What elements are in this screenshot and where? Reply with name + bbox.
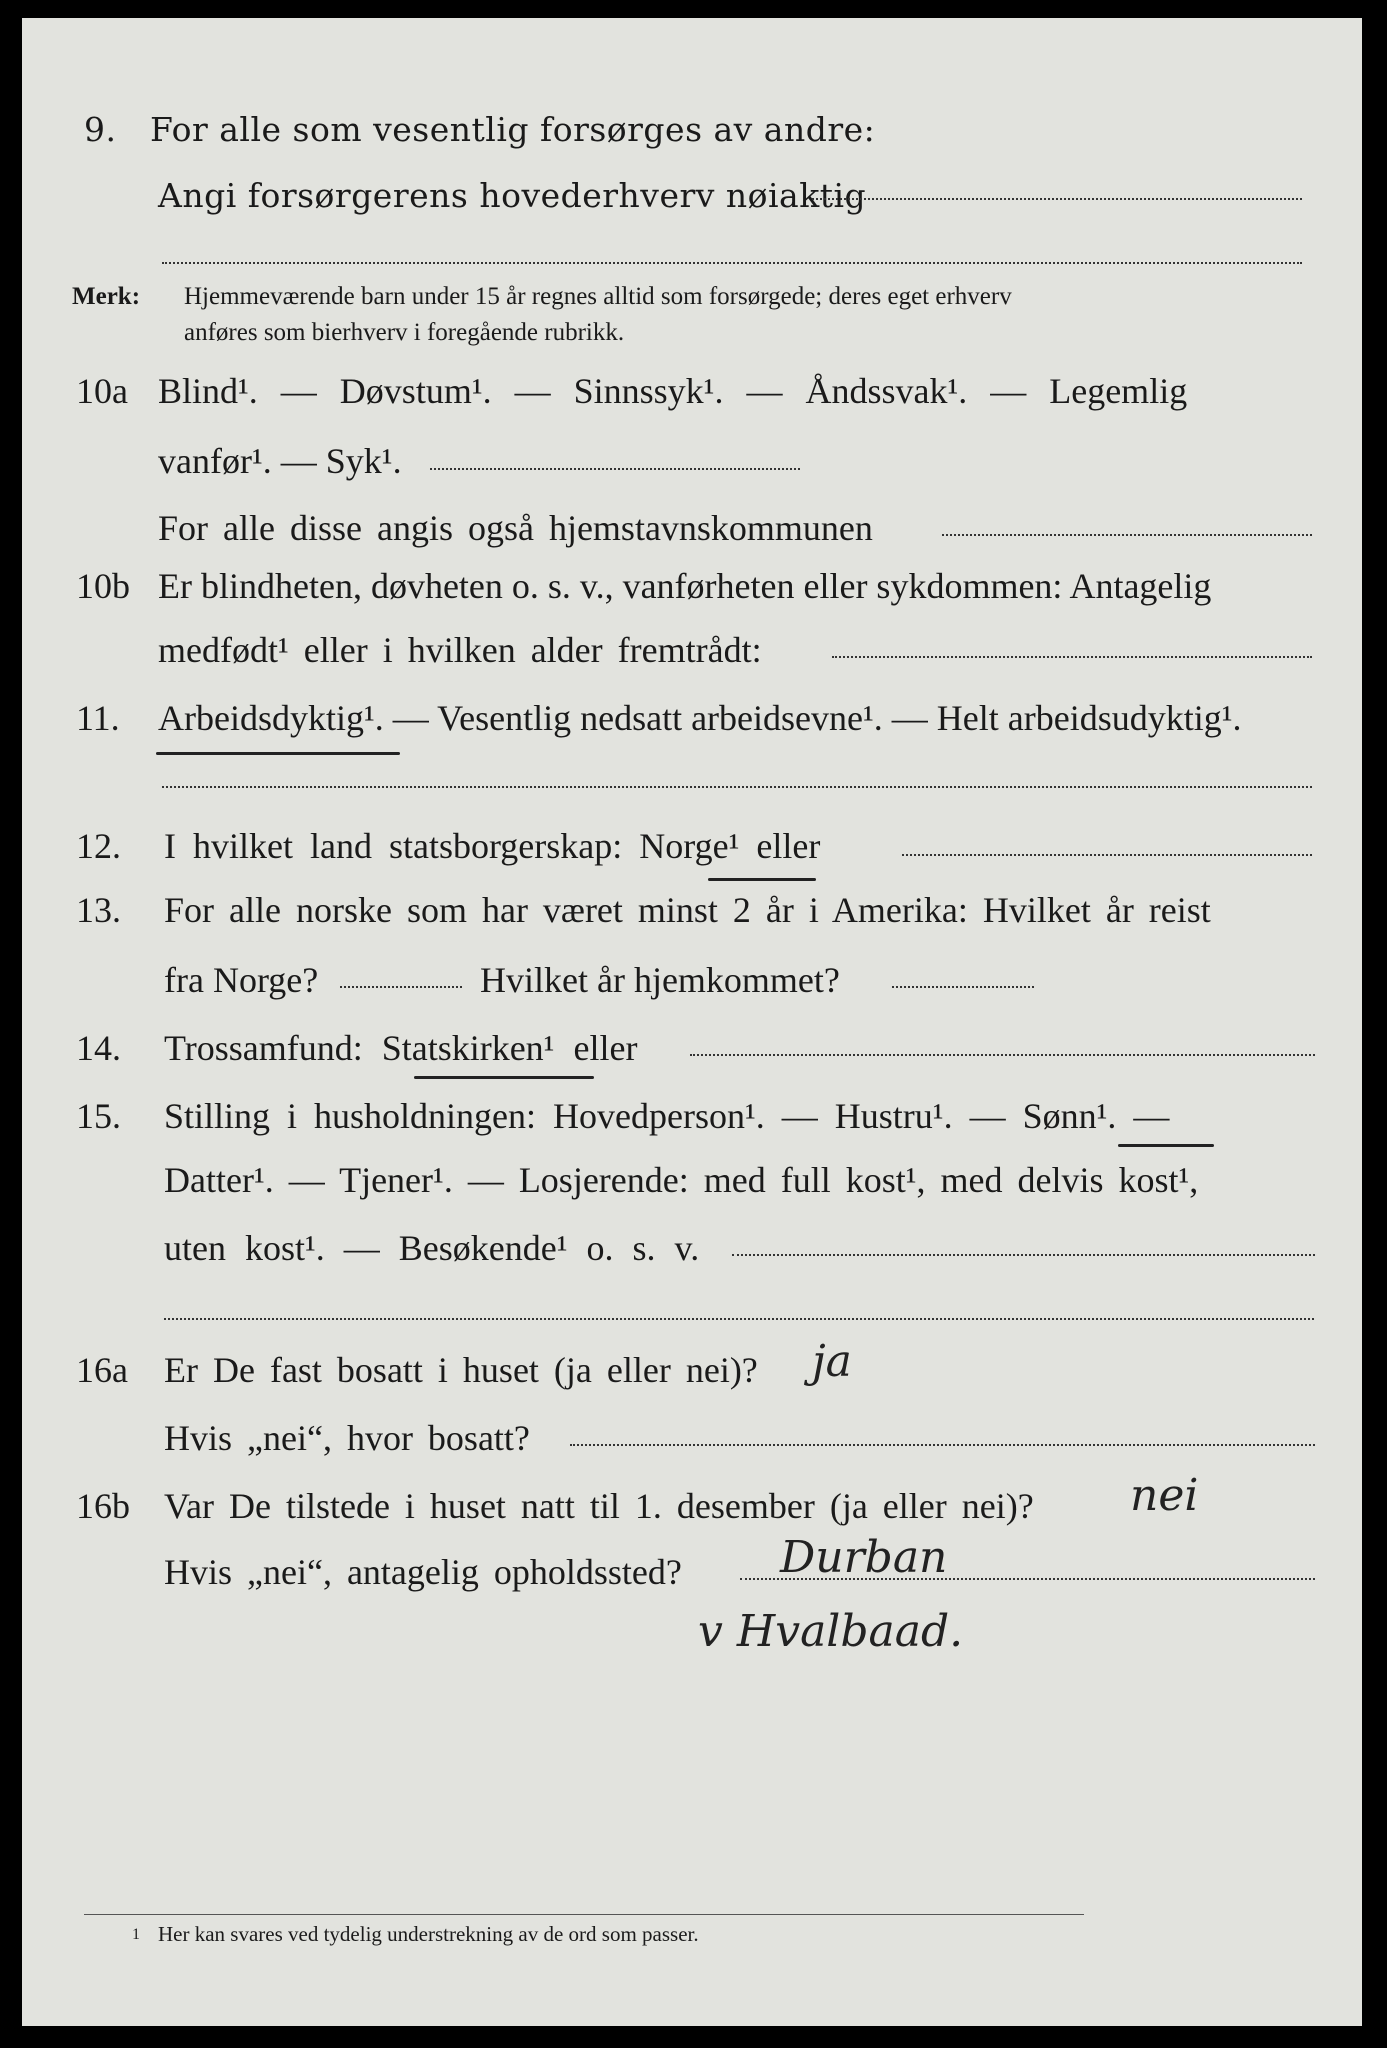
q9-line1: For alle som vesentlig forsørges av andre: xyxy=(150,110,876,149)
q16a-number: 16a xyxy=(76,1350,128,1390)
q15-line1: Stilling i husholdningen: Hovedperson¹. — Hustru¹. — Sønn¹. — xyxy=(164,1096,1170,1136)
footnote-mark: 1 xyxy=(132,1926,140,1943)
merk-label: Merk: xyxy=(72,283,141,310)
q16a-handwritten-answer: ja xyxy=(812,1336,852,1387)
q14-number: 14. xyxy=(76,1028,121,1068)
q13-hjemkommet-answer-line xyxy=(892,986,1034,988)
q12-handwritten-underline xyxy=(708,878,816,881)
q10a-line2: vanfør¹. — Syk¹. xyxy=(158,441,402,481)
q16b-line2: Hvis „nei“, antagelig opholdssted? xyxy=(164,1552,682,1592)
q15-answer-line xyxy=(732,1254,1315,1256)
q11-line1: Arbeidsdyktig¹. — Vesentlig nedsatt arbeidsevne¹. — Helt arbeidsudyktig¹. xyxy=(158,698,1242,738)
q10a-kommune-answer-line xyxy=(942,534,1312,536)
q12-answer-line xyxy=(902,854,1312,856)
q16b-line1: Var De tilstede i huset natt til 1. desember (ja eller nei)? xyxy=(164,1486,1034,1526)
q16a-line2: Hvis „nei“, hvor bosatt? xyxy=(164,1418,530,1458)
q16b-handwritten-answer: nei xyxy=(1130,1470,1199,1521)
q10a-number: 10a xyxy=(76,371,128,411)
q15-line2: Datter¹. — Tjener¹. — Losjerende: med full kost¹, med delvis kost¹, xyxy=(164,1160,1199,1200)
q15-answer-line-2 xyxy=(164,1318,1314,1320)
q10b-line2: medfødt¹ eller i hvilken alder fremtrådt: xyxy=(158,630,762,670)
q15-line3: uten kost¹. — Besøkende¹ o. s. v. xyxy=(164,1228,700,1268)
q14-line1: Trossamfund: Statskirken¹ eller xyxy=(164,1028,638,1068)
merk-line1: Hjemmeværende barn under 15 år regnes alltid som forsørgede; deres eget erhverv xyxy=(184,283,1012,310)
q10b-number: 10b xyxy=(76,566,130,606)
census-form-page xyxy=(22,18,1362,2026)
q10b-line1: Er blindheten, døvheten o. s. v., vanførheten eller sykdommen: Antagelig xyxy=(158,566,1212,606)
q10a-syk-answer-line xyxy=(430,468,800,470)
q16a-line1: Er De fast bosatt i huset (ja eller nei)? xyxy=(164,1350,758,1390)
q15-number: 15. xyxy=(76,1096,121,1136)
q13-number: 13. xyxy=(76,890,121,930)
q13-line1: For alle norske som har været minst 2 år i Amerika: Hvilket år reist xyxy=(164,890,1211,930)
q9-answer-line-2 xyxy=(162,262,1302,264)
q12-number: 12. xyxy=(76,826,121,866)
q11-answer-line xyxy=(162,786,1312,788)
q11-handwritten-underline xyxy=(156,752,400,755)
q10b-answer-line xyxy=(832,656,1312,658)
q9-answer-line xyxy=(812,198,1302,200)
q16b-answer-line xyxy=(740,1578,1315,1580)
merk-line2: anføres som bierhverv i foregående rubrikk. xyxy=(184,319,625,346)
q14-handwritten-underline xyxy=(414,1076,594,1079)
q13-reist-answer-line xyxy=(340,986,462,988)
q10a-line1: Blind¹. — Døvstum¹. — Sinnssyk¹. — Åndssvak¹. — Legemlig xyxy=(158,371,1188,411)
q16b-number: 16b xyxy=(76,1486,130,1526)
q14-answer-line xyxy=(690,1054,1315,1056)
q10a-line3: For alle disse angis også hjemstavnskommunen xyxy=(158,508,873,548)
q13-line2a: fra Norge? xyxy=(164,960,319,1000)
footnote-text: Her kan svares ved tydelig understrekning av de ord som passer. xyxy=(158,1922,699,1946)
q9-line2: Angi forsørgerens hovederhverv nøiaktig xyxy=(158,176,867,215)
q16b-handwritten-note: v Hvalbaad. xyxy=(698,1606,964,1657)
q16a-answer-line xyxy=(570,1444,1315,1446)
q16b-handwritten-place: Durban xyxy=(780,1532,948,1583)
footnote-rule xyxy=(84,1914,1084,1915)
q13-line2b: Hvilket år hjemkommet? xyxy=(480,960,840,1000)
q15-handwritten-underline xyxy=(1118,1144,1214,1147)
q11-number: 11. xyxy=(76,698,120,738)
q9-number: 9. xyxy=(84,110,117,149)
q12-line1: I hvilket land statsborgerskap: Norge¹ eller xyxy=(164,826,821,866)
